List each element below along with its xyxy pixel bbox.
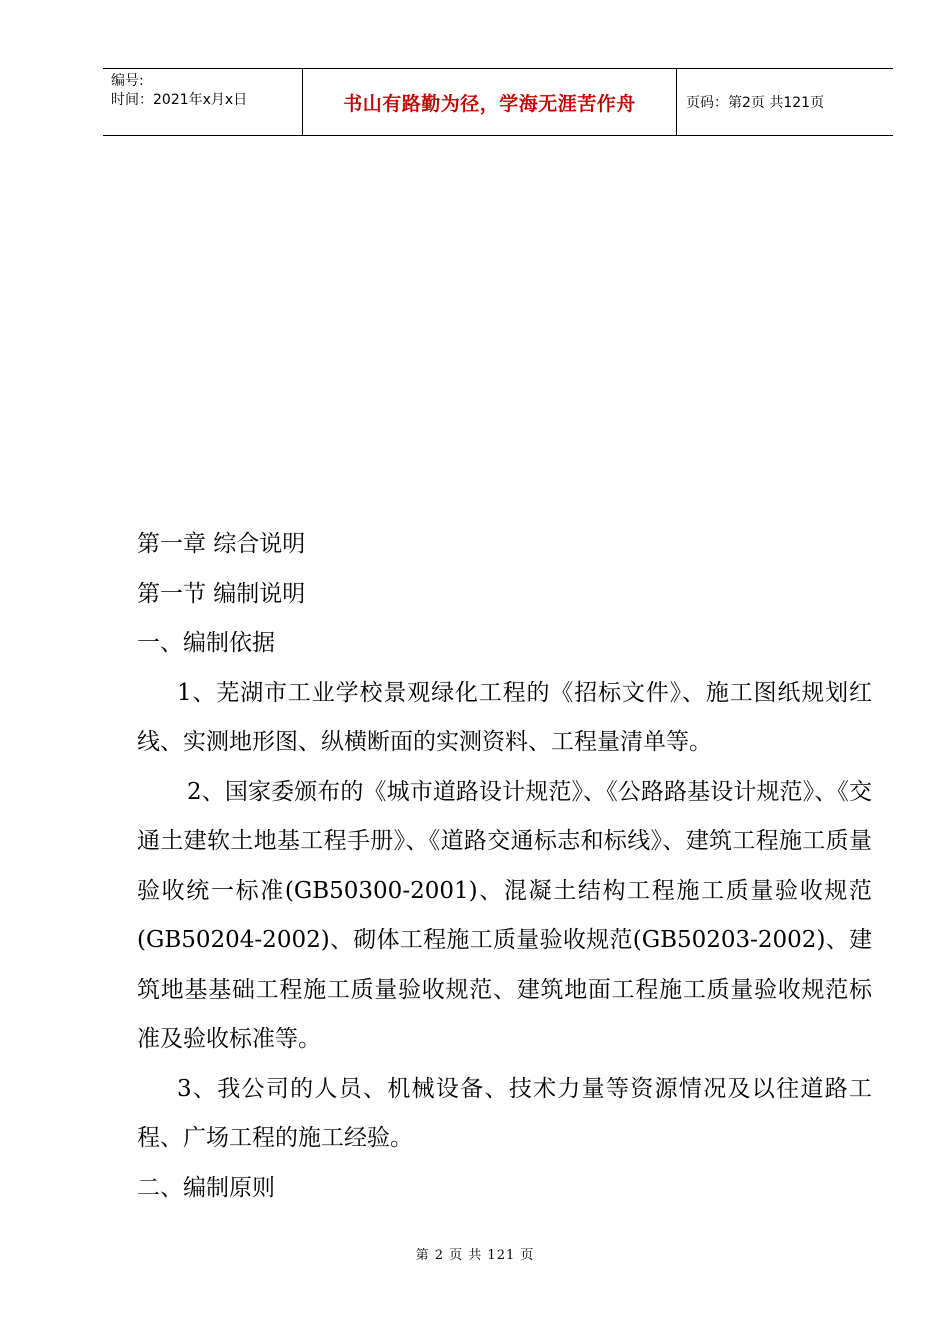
part-two-heading: 二、编制原则	[137, 1174, 275, 1201]
header-motto: 书山有路勤为径，学海无涯苦作舟	[343, 92, 636, 115]
section-title: 第一节 编制说明	[137, 580, 306, 607]
paragraph-basis-1: 1、芜湖市工业学校景观绿化工程的《招标文件》、施工图纸规划红线、实测地形图、纵横断面的实测资料、工程量清单等。	[137, 679, 872, 755]
part-one-heading: 一、编制依据	[137, 630, 275, 656]
document-body	[137, 520, 872, 1213]
chapter-title: 第一章 综合说明	[137, 531, 306, 557]
header-page-cell	[677, 69, 893, 135]
page-footer	[0, 1244, 950, 1263]
paragraph-basis-2: 2、国家委颁布的《城市道路设计规范》、《公路路基设计规范》、《交通土建软土地基工程手册》、《道路交通标志和标线》、建筑工程施工质量验收统一标准(GB50300-2001)、混凝土结构工程施工质量验收规范(GB50204-2002)、砌体工程施工质量验收规范(GB50203-2002)、建筑地基基础工程施工质量验收规范、建筑地面工程施工质量验收规范标准及验收标准等。	[137, 778, 872, 1052]
header-motto-cell	[303, 69, 677, 135]
header-page-info: 页码：第2页 共121页	[686, 95, 825, 111]
paragraph-basis-3: 3、我公司的人员、机械设备、技术力量等资源情况及以往道路工程、广场工程的施工经验。	[137, 1075, 872, 1151]
document-number-label: 编号:	[111, 73, 144, 89]
footer-page-number: 第 2 页 共 121 页	[415, 1248, 535, 1263]
page-header	[103, 68, 893, 136]
document-time-label: 时间：2021年x月x日	[111, 92, 248, 108]
header-meta-cell	[103, 69, 303, 135]
